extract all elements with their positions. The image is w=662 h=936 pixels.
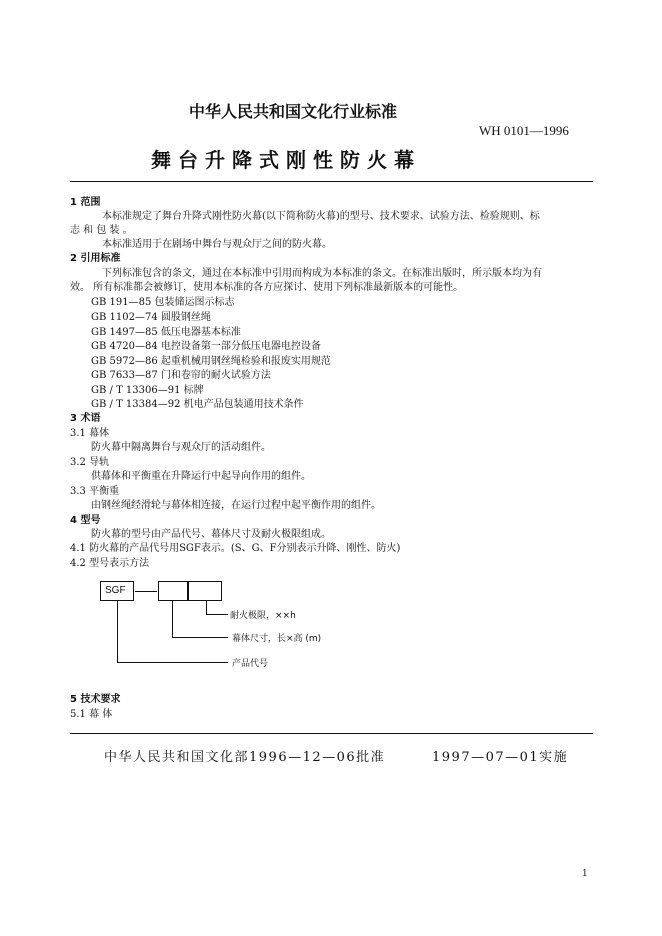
section-2-para-1a: 下列标准包含的条文，通过在本标准中引用而构成为本标准的条文。在标准出版时，所示版本均为有 [102,268,542,279]
leader-code-h [117,662,228,663]
header-rule [70,181,593,182]
section-2-para-1b: 效。 所有标准都会被修订，使用本标准的各方应探讨、使用下列标准最新版本的可能性。 [70,282,464,293]
size-label: 幕体尺寸，长×高 (m) [232,634,322,644]
section-1-para-1a: 本标准规定了舞台升降式刚性防火幕(以下简称防火幕)的型号、技术要求、试验方法、检验规则、标 [102,211,540,222]
clause-4-2: 4.2 型号表示方法 [70,558,150,569]
term-3-1-definition: 防火幕中隔离舞台与观众厅的活动组件。 [91,442,271,453]
code-label: 产品代号 [232,659,269,669]
term-3-3: 3.3 平衡重 [70,486,120,497]
term-3-1: 3.1 幕体 [70,428,110,439]
product-code-text: SGF [105,585,126,596]
section-1-para-1b: 志 和 包 装 。 [70,225,133,236]
term-3-3-definition: 由钢丝绳经滑轮与幕体相连接，在运行过程中起平衡作用的组件。 [91,500,381,511]
dash-connector [135,591,157,592]
reference-item: GB / T 13306—91 标牌 [91,385,204,396]
reference-item: GB 4720—84 电控设备第一部分低压电器电控设备 [91,341,321,352]
implementation-line: 1997—07—01实施 [432,750,569,765]
section-1-para-2: 本标准适用于在剧场中舞台与观众厅之间的防火幕。 [102,239,332,250]
document-title: 舞台升降式刚性防火幕 [151,148,421,172]
section-4-heading: 4 型号 [70,515,101,526]
approval-line: 中华人民共和国文化部1996—12—06批准 [104,750,386,765]
reference-item: GB 7633—87 门和卷帘的耐火试验方法 [91,370,271,381]
section-5-heading: 5 技术要求 [70,694,121,705]
reference-item: GB 5972—86 起重机械用钢丝绳检验和报废实用规范 [91,356,331,367]
leader-size-v [172,601,173,638]
section-4-para: 防火幕的型号由产品代号、幕体尺寸及耐火极限组成。 [91,529,331,540]
leader-rating-h [206,614,228,615]
section-1-heading: 1 范围 [70,197,101,208]
footer-rule [70,733,593,734]
term-3-2-definition: 供幕体和平衡重在升降运行中起导向作用的组件。 [91,471,311,482]
size-box [158,581,188,601]
rating-box [188,581,222,601]
section-3-heading: 3 术语 [70,413,101,424]
reference-item: GB 1497—85 低压电器基本标准 [91,327,241,338]
reference-item: GB 1102—74 圆股钢丝绳 [91,312,211,323]
page-number: 1 [582,869,588,879]
org-title: 中华人民共和国文化行业标准 [189,102,398,121]
term-3-2: 3.2 导轨 [70,457,110,468]
standard-code: WH 0101—1996 [479,123,569,138]
leader-size-h [172,637,228,638]
reference-item: GB / T 13384—92 机电产品包装通用技术条件 [91,399,304,410]
clause-5-1: 5.1 幕 体 [70,709,113,720]
clause-4-1: 4.1 防火幕的产品代号用SGF表示。(S、G、F分别表示升降、刚性、防火) [70,543,401,554]
rating-label: 耐火极限，××h [230,611,296,621]
section-2-heading: 2 引用标准 [70,253,121,264]
leader-rating-v [206,601,207,615]
reference-item: GB 191—85 包装储运图示标志 [91,297,235,308]
leader-code-v [117,601,118,663]
